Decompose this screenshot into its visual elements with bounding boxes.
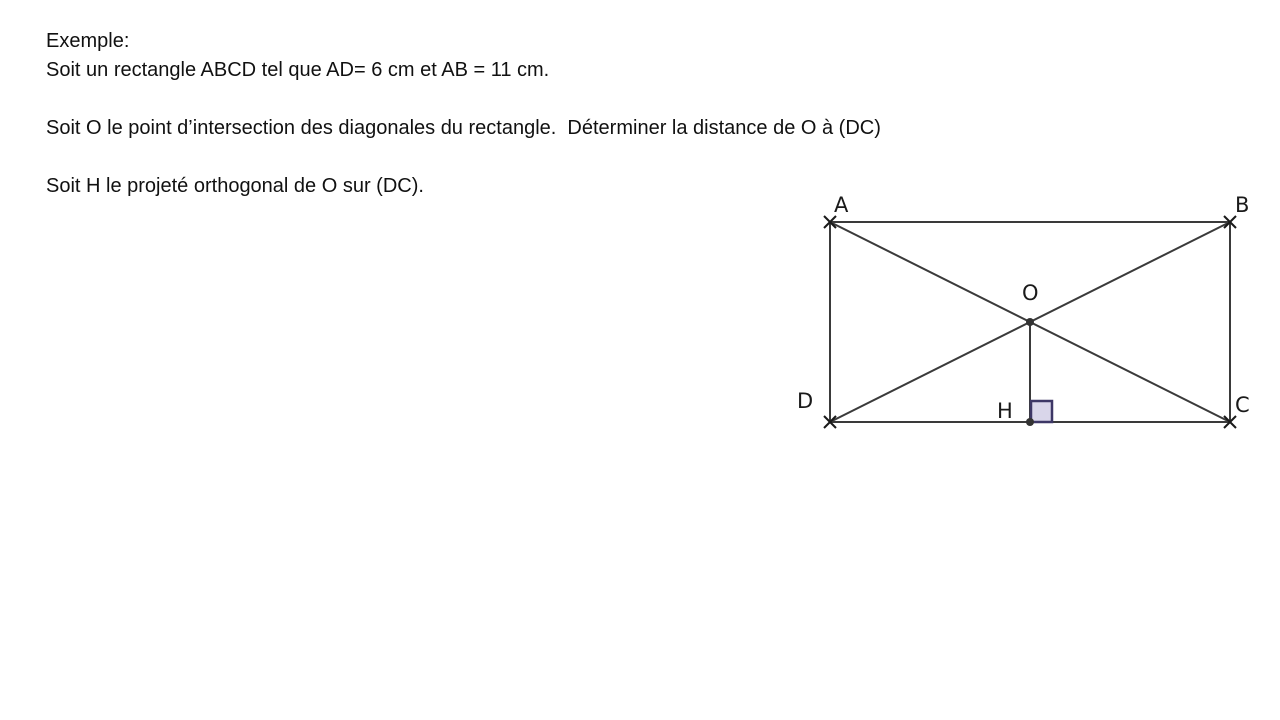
label-o: O [1022, 281, 1039, 305]
label-a: A [834, 193, 849, 217]
projection-statement: Soit H le projeté orthogonal de O sur (DC). [46, 175, 424, 197]
point-o-dot [1026, 318, 1034, 326]
point-h-dot [1026, 418, 1034, 426]
rectangle-statement: Soit un rectangle ABCD tel que AD= 6 cm et AB = 11 cm. [46, 59, 550, 81]
label-h: H [997, 399, 1013, 423]
example-heading: Exemple: [46, 30, 130, 52]
question-statement: Soit O le point d’intersection des diagonales du rectangle. Déterminer la distance de O à (DC) [46, 117, 881, 139]
label-c: C [1235, 393, 1250, 417]
label-b: B [1235, 193, 1250, 217]
label-d: D [797, 389, 814, 413]
right-angle-marker [1031, 401, 1052, 422]
